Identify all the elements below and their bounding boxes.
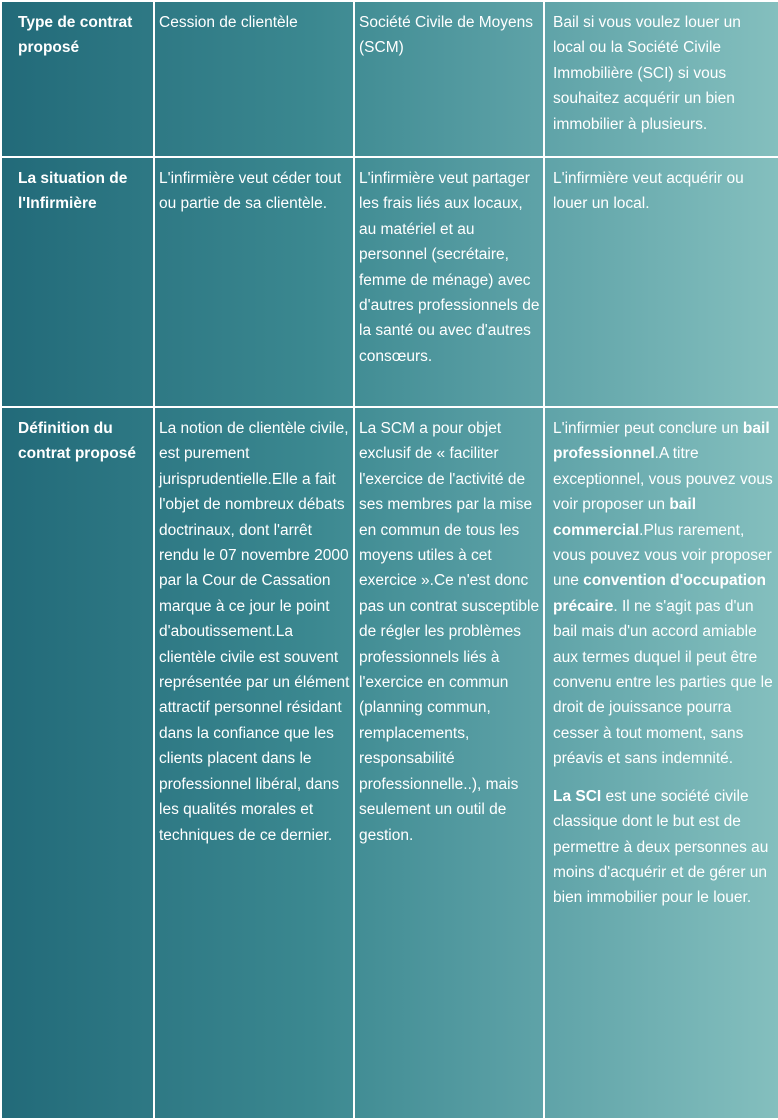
bail-definition-paragraph-2 [553,784,775,911]
row-header-definition: Définition du contrat proposé [1,407,154,1119]
table-row-type-contrat [1,1,778,157]
bail-text-2: .A titre exceptionnel, vous pouvez vous voir proposer un [553,445,773,514]
cell-scm-type: Société Civile de Moyens (SCM) [354,1,544,157]
sci-term: La SCI [553,787,602,805]
cell-cession-definition: La notion de clientèle civile, est purement jurisprudentielle.Elle a fait l'objet de nombreux débats doctrinaux, dont l'arrêt rendu le 07 novembre 2000 par la Cour de Cassation marque à ce jour le point d'aboutissement.La clientèle civile est souvent représentée par un élément attractif personnel résidant dans la confiance que les clients placent dans le professionnel libéral, dans les qualités morales et techniques de ce dernier. [154,407,354,1119]
cell-bail-situation: L'infirmière veut acquérir ou louer un local. [544,157,778,407]
cell-cession-situation: L'infirmière veut céder tout ou partie de sa clientèle. [154,157,354,407]
bail-text-3: .Plus rarement, vous pouvez vous voir proposer une [553,521,772,590]
cell-cession-type: Cession de clientèle [154,1,354,157]
sci-text: est une société civile classique dont le but est de permettre à deux personnes au moins d'acquérir et de gérer un bien immobilier pour le louer. [553,787,769,907]
convention-occupation-term: convention d'occupation précaire [553,572,766,615]
cell-scm-definition: La SCM a pour objet exclusif de « faciliter l'exercice de l'activité de ses membres par la mise en commun de tous les moyens utiles à cet exercice ».Ce n'est donc pas un contrat susceptible de régler les problèmes professionnels liés à l'exercice en commun (planning commun, remplacements, responsabilité professionnelle..), mais seulement un outil de gestion. [354,407,544,1119]
row-header-type-contrat: Type de contrat proposé [1,1,154,157]
cell-bail-type: Bail si vous voulez louer un local ou la Société Civile Immobilière (SCI) si vous souhaitez acquérir un bien immobilier à plusieurs. [544,1,778,157]
bail-commercial-term: bail commercial [553,496,697,539]
cell-bail-definition [544,407,778,1119]
row-header-situation: La situation de l'Infirmière [1,157,154,407]
cell-scm-situation: L'infirmière veut partager les frais liés aux locaux, au matériel et au personnel (secrétaire, femme de ménage) avec d'autres professionnels de la santé ou avec d'autres consœurs. [354,157,544,407]
table-row-definition [1,407,778,1119]
table-row-situation [1,157,778,407]
bail-definition-paragraph-1 [553,416,775,772]
bail-professionnel-term: bail professionnel [553,420,770,463]
bail-text-1: L'infirmier peut conclure un [553,420,743,437]
bail-text-4: . Il ne s'agit pas d'un bail mais d'un accord amiable aux termes duquel il peut être convenu entre les parties que le droit de jouissance pourra cesser à tout moment, sans préavis et sans indemnité. [553,597,773,768]
